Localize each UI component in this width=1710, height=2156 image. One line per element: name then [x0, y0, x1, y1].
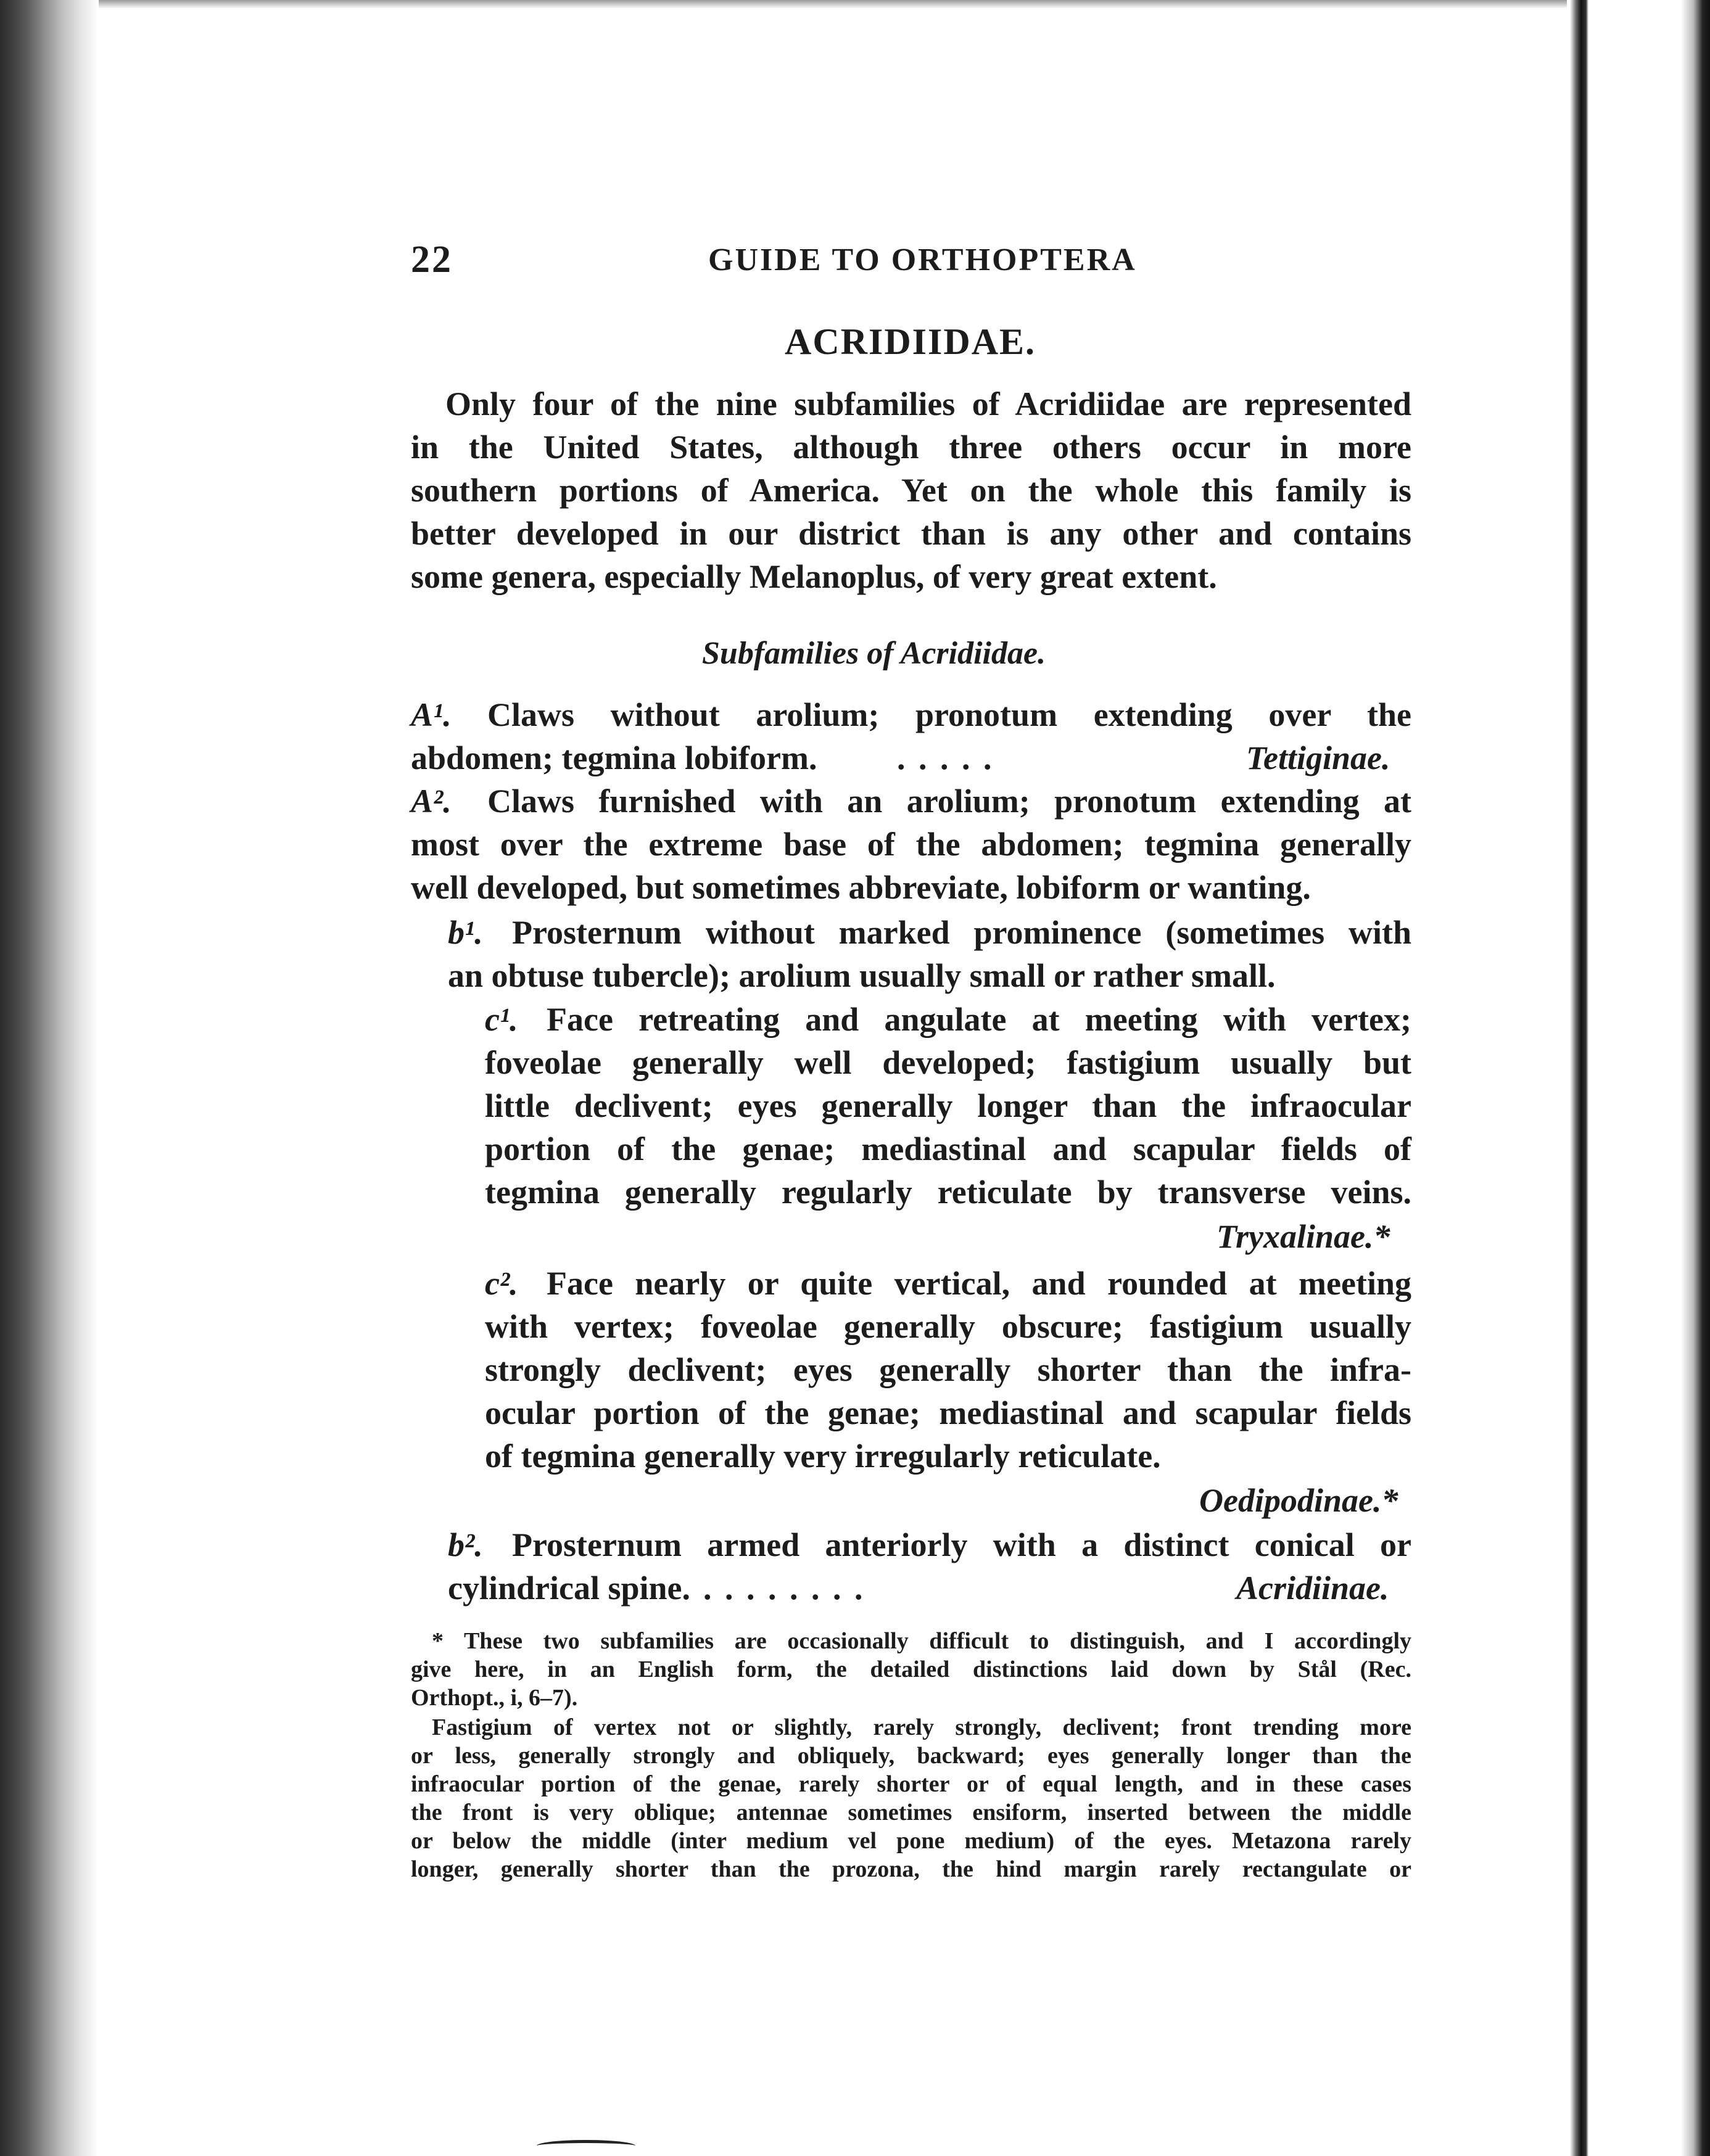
- key-b2-line: cylindrical spine.: [448, 1570, 691, 1607]
- key-a1-line: abdomen; tegmina lobiform.: [411, 739, 817, 776]
- page-spine-edge: [1570, 0, 1588, 2156]
- top-edge-shadow: [99, 0, 1567, 9]
- family-title: ACRIDIIDAE.: [785, 321, 1036, 362]
- key-b1-line: Prosternum without marked prominence (sometimes with: [512, 914, 1411, 951]
- key-c1-line: tegmina generally regularly reticulate by transverse veins.: [485, 1174, 1411, 1211]
- key-c1-line: foveolae generally well developed; fastigium usually but: [485, 1044, 1411, 1081]
- key-c2-line: with vertex; foveolae generally obscure; fastigium usually: [485, 1308, 1411, 1345]
- intro-line: southern portions of America. Yet on the whole this family is: [411, 472, 1411, 509]
- taxon-oedipodinae: Oedipodinae.*: [1199, 1482, 1398, 1519]
- footnote-line: Fastigium of vertex not or slightly, rarely strongly, declivent; front trending more: [432, 1714, 1411, 1740]
- footnote-line: * These two subfamilies are occasionally difficult to distinguish, and I accordingly: [432, 1628, 1411, 1654]
- key-mark-b2: b².: [448, 1526, 483, 1563]
- key-mark-c2: c².: [485, 1265, 518, 1302]
- key-a1-line: Claws without arolium; pronotum extending over the: [487, 696, 1411, 733]
- footnote-line: longer, generally shorter than the prozona, the hind margin rarely rectangulate or: [411, 1856, 1411, 1882]
- key-b1-line: an obtuse tubercle); arolium usually small or rather small.: [448, 957, 1276, 994]
- key-mark-a1: A¹.: [411, 696, 452, 733]
- leader-dots: . . . . .: [897, 739, 994, 776]
- key-mark-c1: c¹.: [485, 1001, 518, 1038]
- key-b2-line: Prosternum armed anteriorly with a distinct conical or: [512, 1526, 1411, 1563]
- key-c2-line: ocular portion of the genae; mediastinal and scapular fields: [485, 1394, 1411, 1431]
- footnote-line: or below the middle (inter medium vel pone medium) of the eyes. Metazona rarely: [411, 1828, 1411, 1854]
- intro-line: Only four of the nine subfamilies of Acridiidae are represented: [445, 385, 1411, 422]
- taxon-tettiginae: Tettiginae.: [1246, 739, 1390, 776]
- intro-line: some genera, especially Melanoplus, of very great extent.: [411, 558, 1217, 595]
- key-c2-line: of tegmina generally very irregularly reticulate.: [485, 1438, 1161, 1475]
- key-c1-line: Face retreating and angulate at meeting with vertex;: [547, 1001, 1411, 1038]
- page-number: 22: [411, 239, 453, 281]
- bottom-scan-mark: [537, 2140, 635, 2152]
- footnote-line: the front is very oblique; antennae sometimes ensiform, inserted between the middle: [411, 1800, 1411, 1825]
- taxon-tryxalinae: Tryxalinae.*: [1216, 1218, 1390, 1255]
- footnote-line: Orthopt., i, 6–7).: [411, 1685, 578, 1711]
- key-mark-a2: A².: [411, 783, 452, 820]
- key-a2-line: Claws furnished with an arolium; pronotum extending at: [487, 783, 1411, 820]
- key-a2-line: well developed, but sometimes abbreviate, lobiform or wanting.: [411, 869, 1311, 906]
- key-a2-line: most over the extreme base of the abdomen; tegmina generally: [411, 826, 1411, 863]
- key-c2-line: Face nearly or quite vertical, and rounded at meeting: [547, 1265, 1411, 1302]
- key-c2-line: strongly declivent; eyes generally shorter than the infra-: [485, 1351, 1411, 1388]
- key-heading: Subfamilies of Acridiidae.: [702, 636, 1046, 671]
- leader-dots: . . . . . . . .: [703, 1570, 865, 1607]
- key-c1-line: portion of the genae; mediastinal and scapular fields of: [485, 1130, 1411, 1167]
- page-binding-shadow: [0, 0, 99, 2156]
- right-scan-edge: [1588, 0, 1710, 2156]
- taxon-acridiinae: Acridiinae.: [1236, 1570, 1389, 1607]
- key-c1-line: little declivent; eyes generally longer than the infraocular: [485, 1087, 1411, 1124]
- intro-line: better developed in our district than is any other and contains: [411, 515, 1411, 552]
- footnote-line: or less, generally strongly and obliquely, backward; eyes generally longer than the: [411, 1743, 1411, 1769]
- intro-line: in the United States, although three others occur in more: [411, 429, 1411, 466]
- footnote-line: give here, in an English form, the detailed distinctions laid down by Stål (Rec.: [411, 1656, 1411, 1682]
- running-head-title: GUIDE TO ORTHOPTERA: [708, 242, 1137, 278]
- key-mark-b1: b¹.: [448, 914, 483, 951]
- footnote-line: infraocular portion of the genae, rarely shorter or of equal length, and in these cases: [411, 1771, 1411, 1797]
